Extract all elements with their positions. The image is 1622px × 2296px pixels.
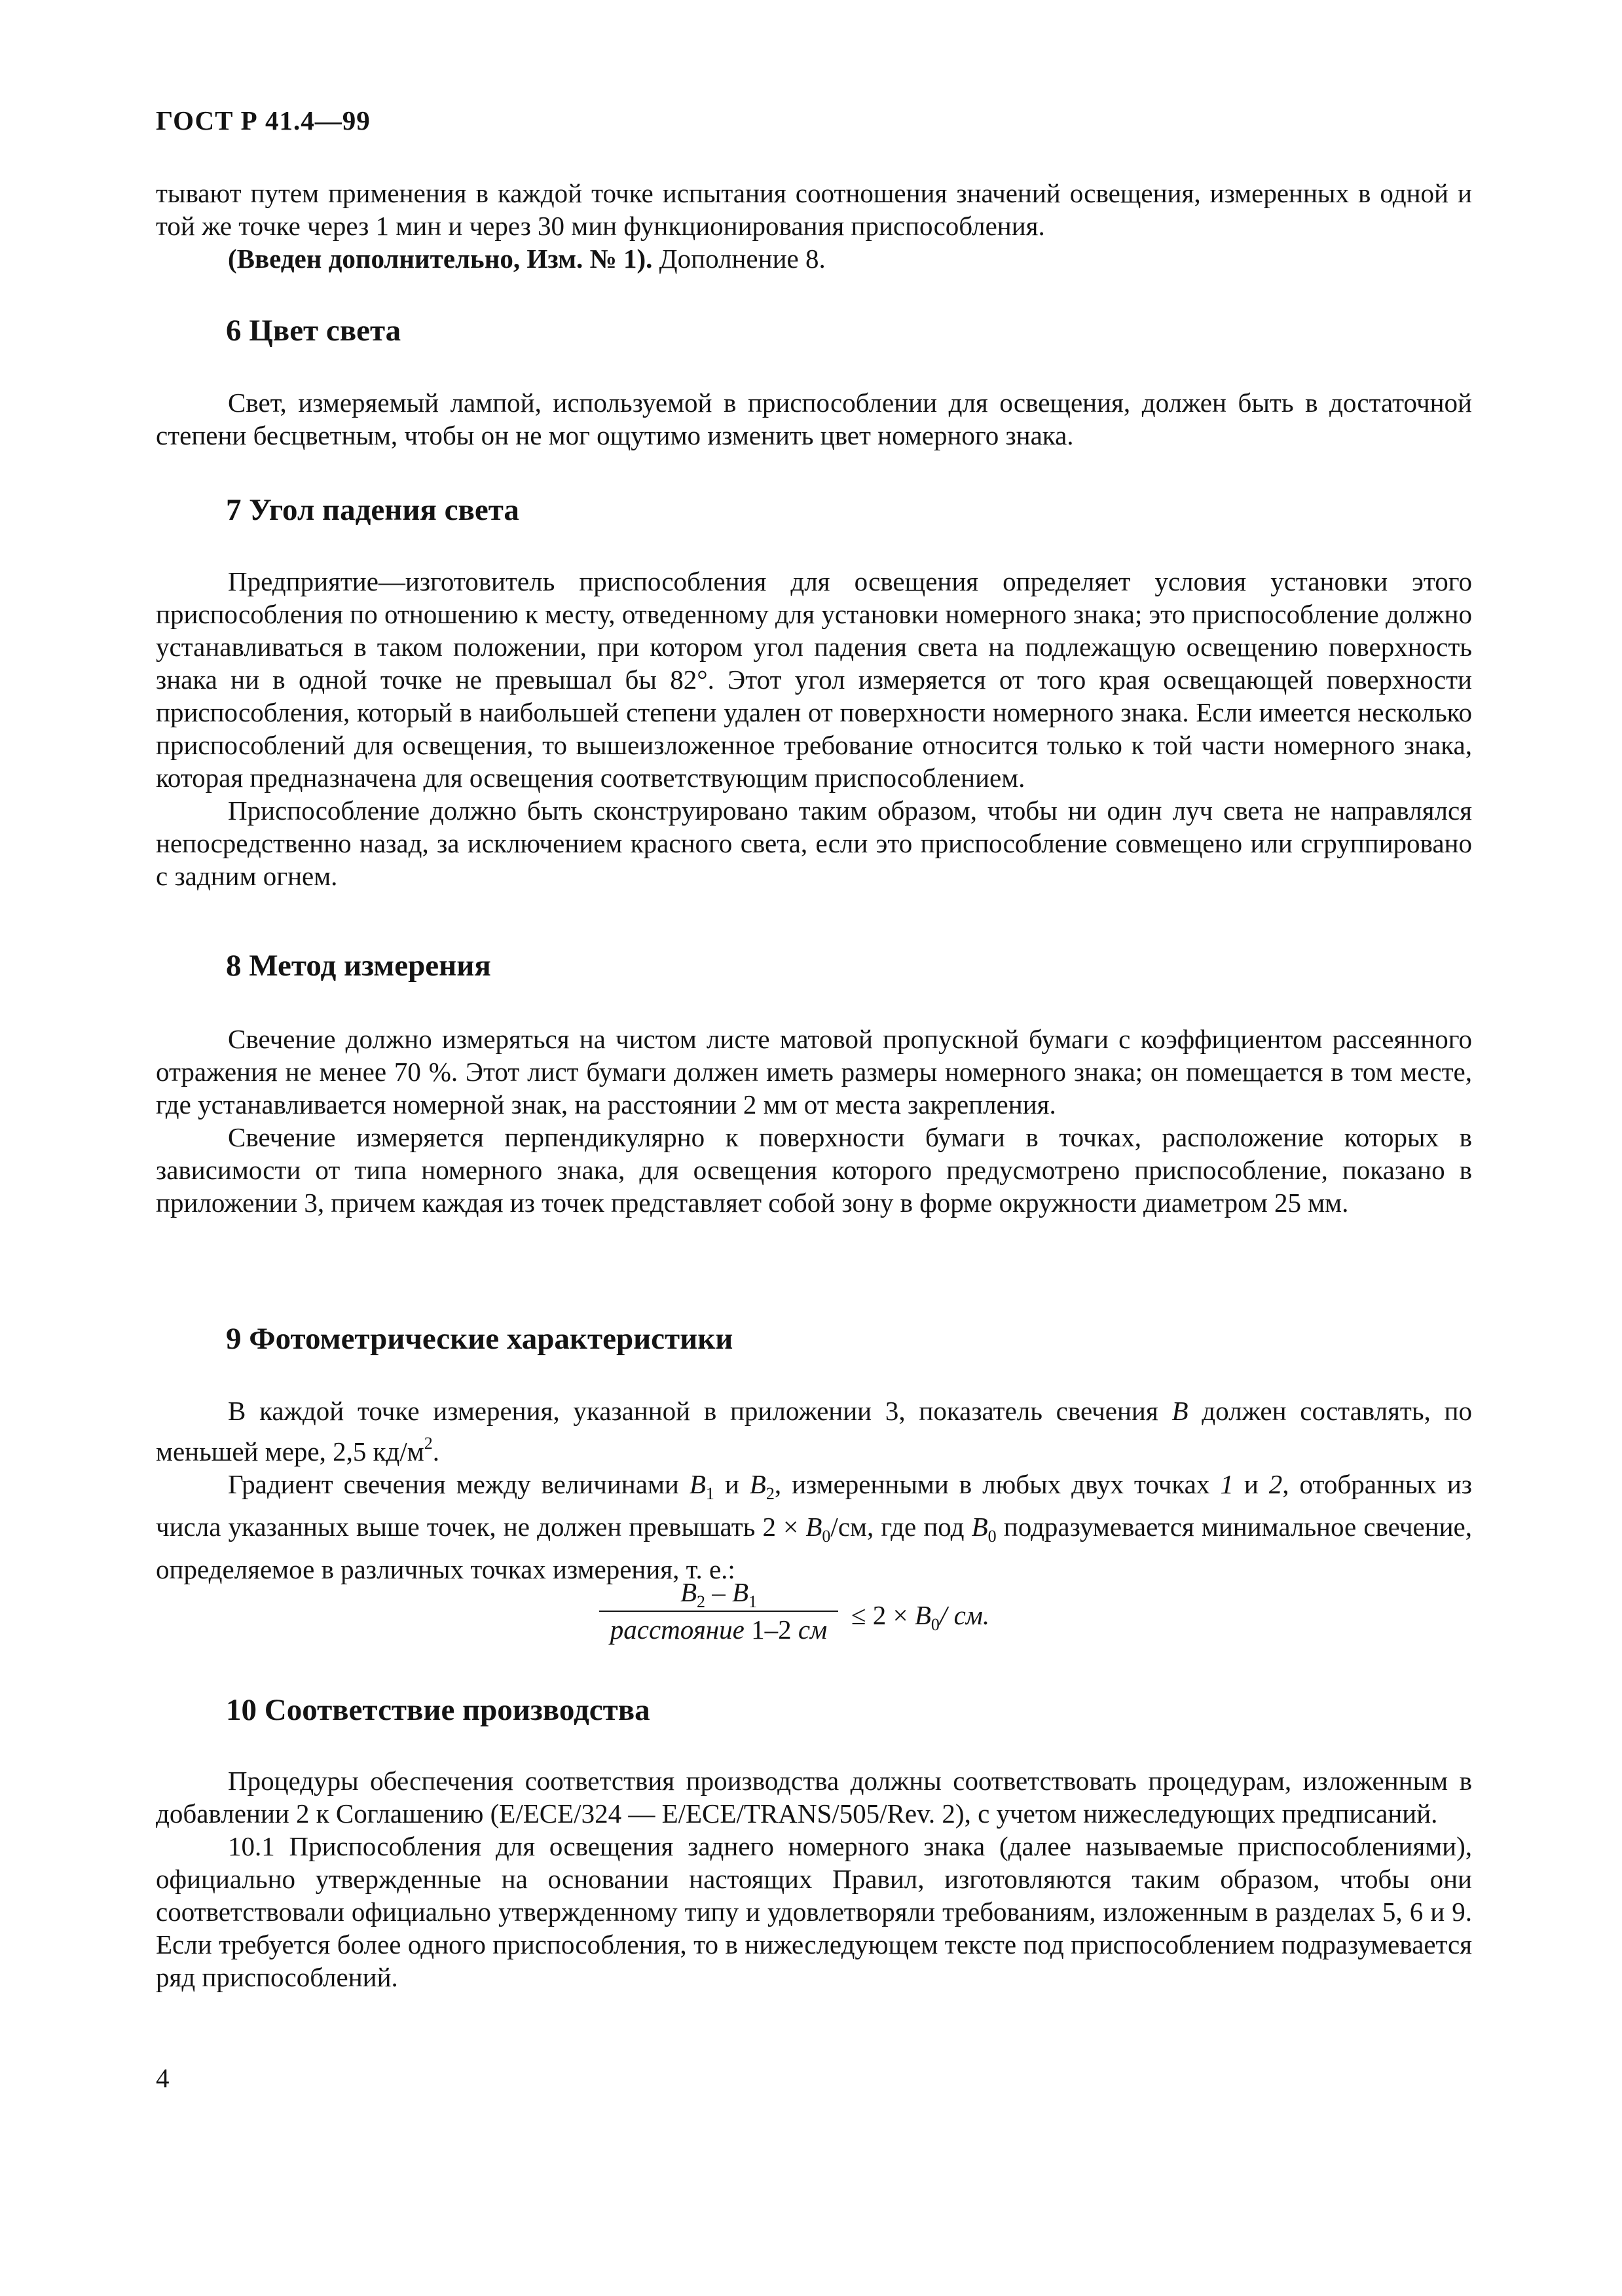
section-6-heading: 6 Цвет света bbox=[226, 314, 401, 348]
subscript: 1 bbox=[748, 1592, 758, 1611]
paragraph: Приспособление должно быть сконструировано таким образом, чтобы ни один луч света не направлялся непосредственно назад, за исключением красного света, если это приспособление совмещено или сгруппировано с задним огнем. bbox=[156, 795, 1472, 891]
point-label: 1 bbox=[1220, 1469, 1234, 1499]
symbol-B: B bbox=[1171, 1396, 1189, 1426]
point-label: 2 bbox=[1268, 1469, 1283, 1499]
section-10-body bbox=[156, 1764, 1472, 1994]
symbol-B: B bbox=[680, 1577, 697, 1607]
symbol-B: B bbox=[732, 1577, 749, 1607]
text-run: и bbox=[1233, 1469, 1269, 1499]
symbol-B: B bbox=[689, 1469, 706, 1499]
subscript: 1 bbox=[705, 1484, 714, 1503]
subscript: 0 bbox=[987, 1527, 997, 1546]
paragraph: Свет, измеряемый лампой, используемой в приспособлении для освещения, должен быть в достаточной степени бесцветным, чтобы он не мог ощутимо изменить цвет номерного знака. bbox=[156, 388, 1472, 450]
text-run: см bbox=[791, 1614, 828, 1645]
section-7-heading: 7 Угол падения света bbox=[226, 493, 519, 527]
paragraph: Предприятие—изготовитель приспособления для освещения определяет условия установки этого приспособления по отношению к месту, отведенному для установки номерного знака; это приспособление должно устанавливаться в таком положении, при котором угол падения света на подлежащую освещению поверхность знака ни в одной точке не превышал бы 82°. Этот угол измеряется от того края освещающей поверхности приспособления, который в наибольшей степени удален от поверхности номерного знака. Если имеется несколько приспособлений для освещения, то вышеизложенное требование относится только к той части номерного знака, которая предназначена для освещения соответствующим приспособлением. bbox=[156, 566, 1472, 793]
text-run: ≤ 2 × bbox=[851, 1600, 915, 1630]
subscript: 0 bbox=[931, 1615, 940, 1634]
formula-denominator bbox=[599, 1612, 838, 1648]
subscript: 0 bbox=[822, 1527, 831, 1546]
paragraph: Процедуры обеспечения соответствия производства должны соответствовать процедурам, изложенным в добавлении 2 к Соглашению (E/ECE/324 — E/ECE/TRANS/505/Rev. 2), с учетом нижеследующих предписаний. bbox=[156, 1766, 1472, 1829]
section-6-body bbox=[156, 386, 1472, 452]
text-run: должен составлять, по меньшей мере, 2,5 кд/м bbox=[156, 1396, 1472, 1467]
superscript: 2 bbox=[424, 1434, 433, 1453]
section-9-body bbox=[156, 1394, 1472, 1586]
subscript: 2 bbox=[765, 1484, 775, 1503]
paragraph bbox=[156, 1468, 1472, 1586]
formula-fraction bbox=[599, 1575, 838, 1648]
paragraph: Свечение должно измеряться на чистом листе матовой пропускной бумаги с коэффициентом рассеянного отражения не менее 70 %. Этот лист бумаги должен иметь размеры номерного знака; он помещается в том месте, где устанавливается номерной знак, на расстоянии 2 мм от места закрепления. bbox=[156, 1024, 1472, 1120]
paragraph bbox=[156, 242, 1472, 275]
amendment-note: (Введен дополнительно, Изм. № 1). bbox=[228, 244, 653, 274]
paragraph bbox=[156, 1394, 1472, 1468]
text-run: , отобранных из числа указанных выше точек, не должен превышать 2 × bbox=[156, 1469, 1472, 1542]
text-run: . bbox=[432, 1436, 439, 1467]
symbol-B: B bbox=[805, 1512, 822, 1542]
intro-block bbox=[156, 177, 1472, 275]
paragraph: тывают путем применения в каждой точке испытания соотношения значений освещения, измеренных в одной и той же точке через 1 мин и через 30 мин функционирования приспособления. bbox=[156, 178, 1472, 241]
document-header: ГОСТ Р 41.4—99 bbox=[156, 105, 371, 136]
minus-sign: – bbox=[705, 1577, 732, 1607]
symbol-B: B bbox=[914, 1600, 931, 1630]
paragraph: Свечение измеряется перпендикулярно к поверхности бумаги в точках, расположение которых в зависимости от типа номерного знака, для освещения которого предусмотрено приспособление, показано в приложении 3, причем каждая из точек представляет собой зону в форме окружности диаметром 25 мм. bbox=[156, 1122, 1472, 1218]
paragraph: 10.1 Приспособления для освещения заднего номерного знака (далее называемые приспособлениями), официально утвержденные на основании настоящих Правил, изготовляются таким образом, чтобы они соответствовали официально утвержденному типу и удовлетворяли требованиям, изложенным в разделах 5, 6 и 9. Если требуется более одного приспособления, то в нижеследующем тексте под приспособлением подразумевается ряд приспособлений. bbox=[156, 1831, 1472, 1992]
formula-rhs bbox=[851, 1599, 989, 1635]
text-run: /см, где под bbox=[830, 1512, 972, 1542]
section-8-body bbox=[156, 1023, 1472, 1219]
text-run: / см. bbox=[939, 1600, 990, 1630]
text-run: Градиент свечения между величинами bbox=[228, 1469, 690, 1499]
symbol-B: B bbox=[971, 1512, 988, 1542]
symbol-B: B bbox=[749, 1469, 766, 1499]
text-run: и bbox=[714, 1469, 750, 1499]
amendment-ref: Дополнение 8. bbox=[652, 244, 826, 274]
section-7-body bbox=[156, 565, 1472, 892]
text-run: подразумевается минимальное свечение, определяемое в различных точках измерения, т. е.: bbox=[156, 1512, 1472, 1584]
gradient-formula bbox=[589, 1575, 1113, 1666]
section-9-heading: 9 Фотометрические характеристики bbox=[226, 1322, 733, 1356]
page-number: 4 bbox=[156, 2063, 170, 2093]
section-10-heading: 10 Соответствие производства bbox=[226, 1693, 650, 1727]
subscript: 2 bbox=[697, 1592, 705, 1611]
section-8-heading: 8 Метод измерения bbox=[226, 949, 491, 983]
text-run: , измеренными в любых двух точках bbox=[774, 1469, 1221, 1499]
formula-numerator bbox=[599, 1575, 838, 1611]
text-run: В каждой точке измерения, указанной в приложении 3, показатель свечения bbox=[228, 1396, 1172, 1426]
text-run: 1–2 bbox=[751, 1614, 792, 1645]
text-run: расстояние bbox=[610, 1614, 752, 1645]
